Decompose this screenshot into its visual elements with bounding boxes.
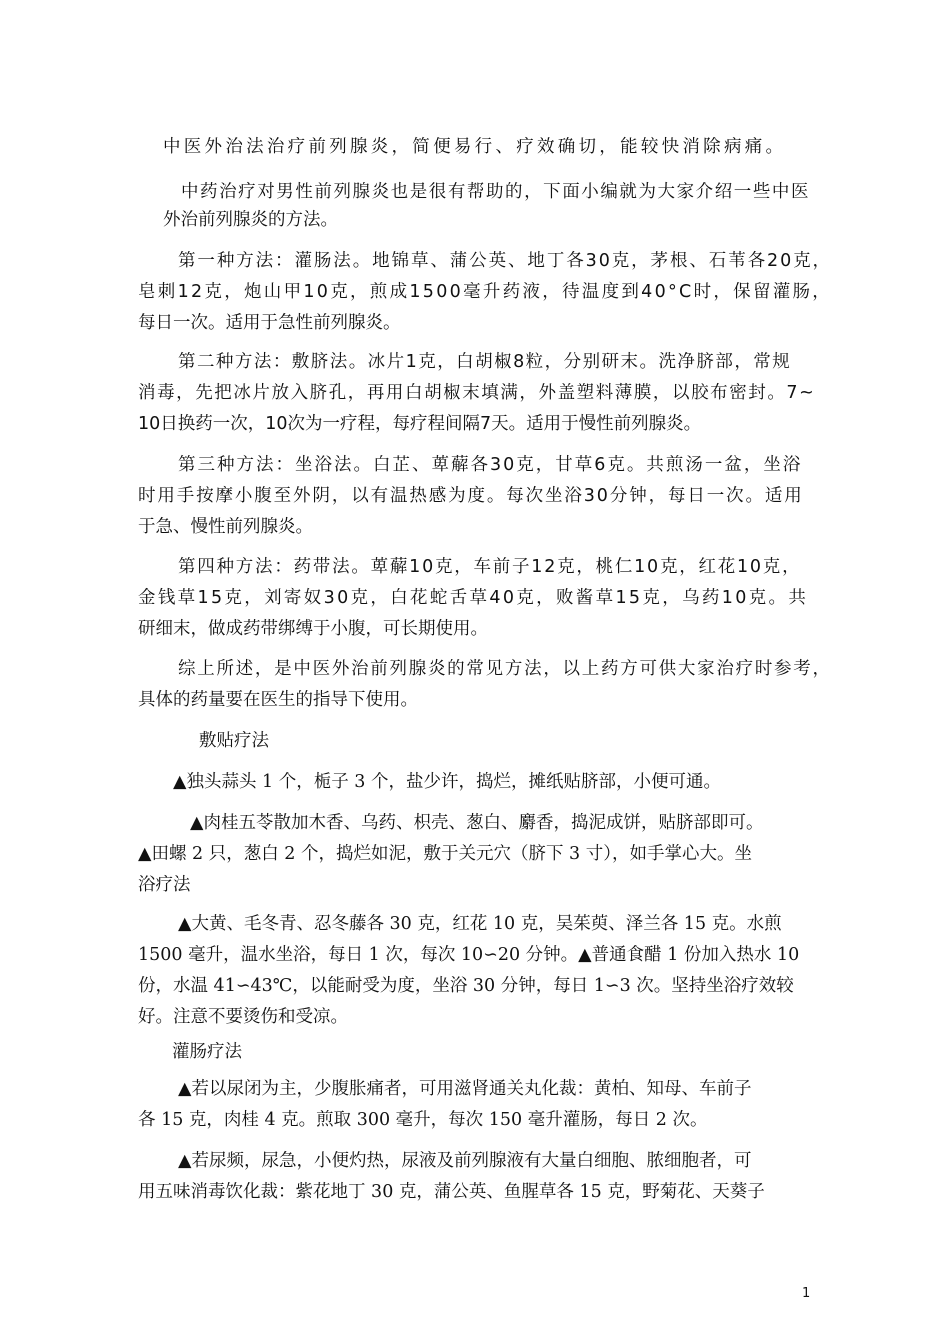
text-line: ▲肉桂五苓散加木香、乌药、枳壳、葱白、麝香，捣泥成饼，贴脐部即可。 (190, 813, 764, 833)
text-line: ▲田螺 2 只，葱白 2 个，捣烂如泥，敷于关元穴（脐下 3 寸），如手掌心大。坐 (138, 844, 752, 864)
text-line: 第三种方法：坐浴法。白芷、萆薢各30克，甘草6克。共煎汤一盆，坐浴 (178, 455, 803, 475)
text-line: 第一种方法：灌肠法。地锦草、蒲公英、地丁各30克，茅根、石苇各20克， (178, 251, 832, 271)
text-line: 皂刺12克，炮山甲10克，煎成1500毫升药液，待温度到40°C时，保留灌肠， (138, 282, 833, 302)
page-number: 1 (802, 1286, 811, 1301)
text-line: 浴疗法 (138, 875, 191, 895)
section-heading: 灌肠疗法 (172, 1042, 242, 1062)
text-line: 具体的药量要在医生的指导下使用。 (138, 690, 418, 710)
text-line: ▲若以尿闭为主，少腹胀痛者，可用滋肾通关丸化裁：黄柏、知母、车前子 (178, 1079, 752, 1099)
text-line: ▲独头蒜头 1 个，栀子 3 个，盐少许，捣烂，摊纸贴脐部，小便可通。 (173, 772, 721, 792)
text-line: 第四种方法：药带法。萆薢10克，车前子12克，桃仁10克，红花10克， (178, 557, 802, 577)
text-line: 于急、慢性前列腺炎。 (138, 517, 313, 537)
text-line: 金钱草15克，刘寄奴30克，白花蛇舌草40克，败酱草15克，乌药10克。共 (138, 588, 809, 608)
text-line: 用五味消毒饮化裁：紫花地丁 30 克，蒲公英、鱼腥草各 15 克，野菊花、天葵子 (138, 1182, 765, 1202)
text-line: ▲若尿频，尿急，小便灼热，尿液及前列腺液有大量白细胞、脓细胞者，可 (178, 1151, 752, 1171)
text-line: 10日换药一次，10次为一疗程，每疗程间隔7天。适用于慢性前列腺炎。 (138, 414, 702, 434)
text-line: 中药治疗对男性前列腺炎也是很有帮助的，下面小编就为大家介绍一些中医 (181, 182, 811, 202)
text-line: 每日一次。适用于急性前列腺炎。 (138, 313, 401, 333)
section-heading: 敷贴疗法 (199, 731, 269, 751)
text-line: 第二种方法：敷脐法。冰片1克，白胡椒8粒，分别研末。洗净脐部，常规 (178, 352, 792, 372)
text-line: 好。注意不要烫伤和受凉。 (138, 1007, 348, 1027)
text-line: ▲大黄、毛冬青、忍冬藤各 30 克，红花 10 克，吴茱萸、泽兰各 15 克。水煎 (178, 914, 782, 934)
text-line: 时用手按摩小腹至外阴，以有温热感为度。每次坐浴30分钟，每日一次。适用 (138, 486, 804, 506)
text-line: 消毒，先把冰片放入脐孔，再用白胡椒末填满，外盖塑料薄膜，以胶布密封。7~ (138, 383, 816, 403)
text-line: 研细末，做成药带绑缚于小腹，可长期使用。 (138, 619, 488, 639)
text-line: 中医外治法治疗前列腺炎，简便易行、疗效确切，能较快消除病痛。 (163, 137, 787, 157)
text-line: 份，水温 41∽43℃，以能耐受为度，坐浴 30 分钟，每日 1∽3 次。坚持坐浴疗效较 (138, 976, 794, 996)
text-line: 外治前列腺炎的方法。 (163, 210, 338, 230)
text-line: 1500 毫升，温水坐浴，每日 1 次，每次 10∽20 分钟。▲普通食醋 1 份加入热水 10 (138, 945, 800, 965)
text-line: 综上所述，是中医外治前列腺炎的常见方法，以上药方可供大家治疗时参考， (178, 659, 832, 679)
text-line: 各 15 克，肉桂 4 克。煎取 300 毫升，每次 150 毫升灌肠，每日 2 次。 (138, 1110, 708, 1130)
